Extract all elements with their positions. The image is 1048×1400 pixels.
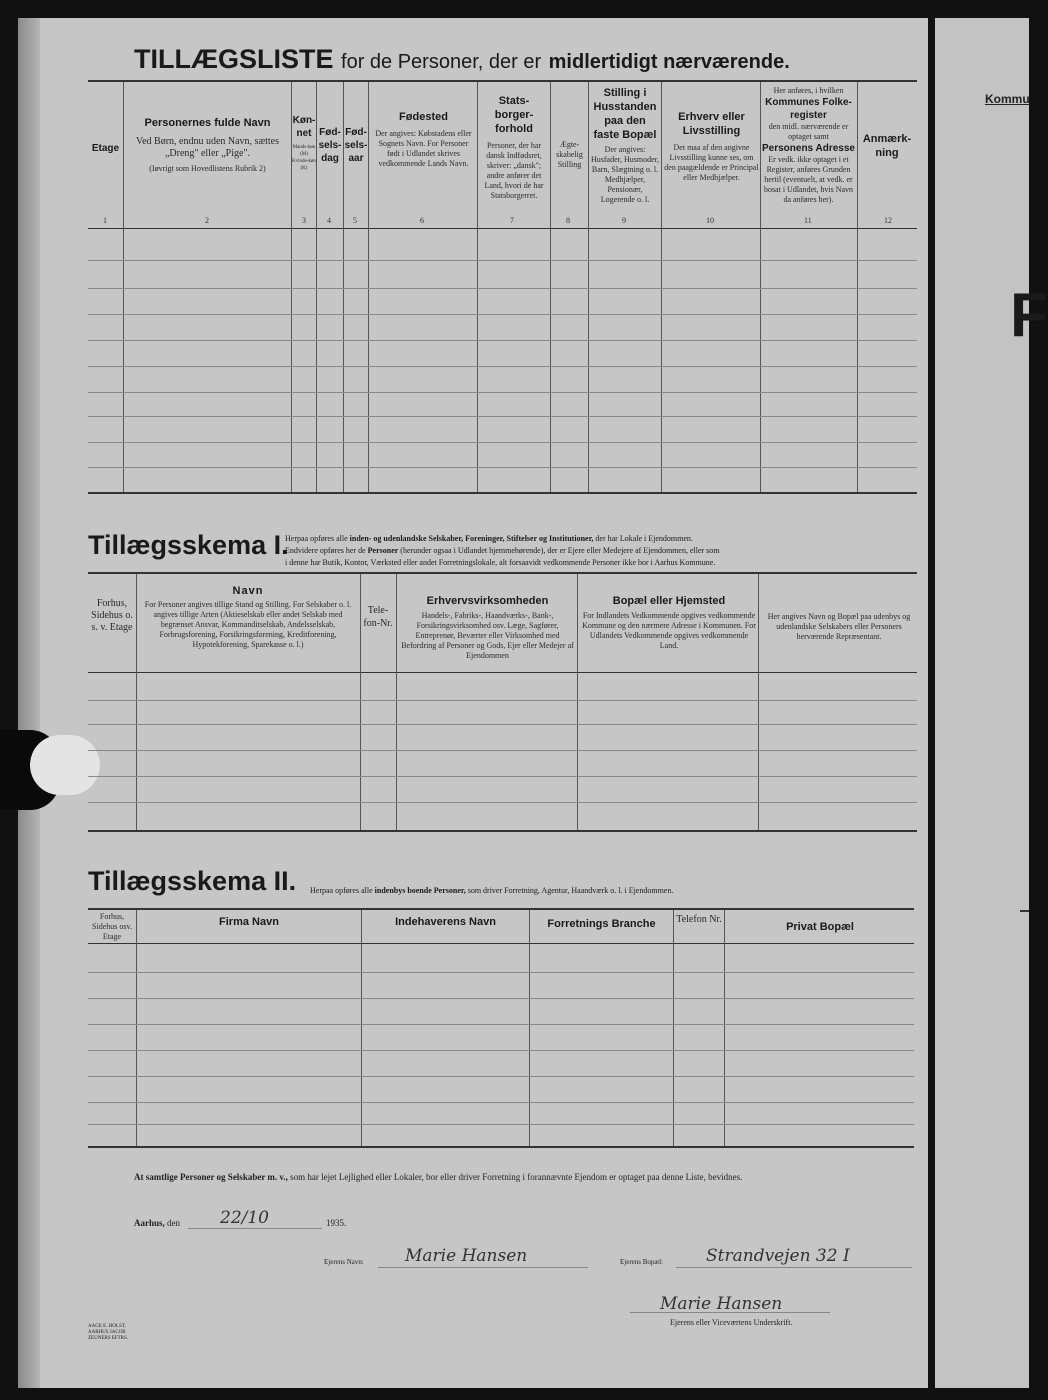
table-row-line — [88, 1124, 914, 1125]
col-name-header: Personernes fulde Navn Ved Børn, endnu uden Navn, sættes „Dreng" eller „Pige". (Iøvrigt som Hovedlistens Rubrik 2) — [135, 117, 280, 173]
signature-label: Ejerens eller Viceværtens Underskrift. — [670, 1318, 793, 1327]
table-row-line — [88, 776, 917, 777]
col-divider — [724, 910, 725, 1146]
col-household-header: Stilling i Husstanden paa den faste Bopæl Der angives: Husfader, Husmoder, Barn, Slægtning o. l. Medhjælper, Pensionær, Logerende o. l. — [590, 87, 659, 204]
col-register-header: Her anføres, i hvilken Kommunes Folke-register den midl. nærværende er optaget samt Personens Adresse Er vedk. ikke optaget i et Register, anføres Grunden hertil (eventuelt, at vedk. er bosat i Udlandet, hvis Navn da anføres her). — [761, 86, 855, 204]
skema2-header-rule — [88, 943, 914, 944]
skema2-col-phone: Telefon Nr. — [676, 914, 722, 925]
table-row-line — [88, 392, 917, 393]
table-row-line — [88, 802, 917, 803]
date-line: Aarhus, den — [134, 1218, 181, 1228]
skema1-desc-line3: i denne har Butik, Kontor, Værksted eller andet Forretningslokale, alt forsaavidt vedkommende Personer ikke bor i Aarhus Kommune. — [285, 558, 716, 567]
skema2-title: Tillægsskema II. — [88, 866, 297, 896]
skema1-col-representative: Her angives Navn og Bopæl paa udenbys og udenlandske Selskabers eller Personers herværende Repræsentant. — [767, 612, 911, 641]
skema1-title: Tillægsskema I. — [88, 530, 289, 560]
facing-page-label: Kommu — [985, 92, 1030, 106]
skema1-desc-line2: Endvidere opføres her de Personer (herunder ogsaa i Udlandet hjemmehørende), der er Ejere eller Medejere af Ejendommen, eller som — [285, 546, 720, 555]
date-handwritten: 22/10 — [220, 1208, 269, 1228]
skema2-top-rule — [88, 908, 914, 910]
owner-address-underline — [676, 1267, 912, 1268]
col-number: 5 — [353, 216, 357, 225]
table-bottom-rule — [88, 492, 917, 494]
year: 1935. — [326, 1218, 347, 1228]
col-divider — [529, 910, 530, 1146]
col-number: 2 — [205, 216, 209, 225]
book-spine — [18, 18, 40, 1388]
col-number: 3 — [302, 216, 306, 225]
table-row-line — [88, 998, 914, 999]
owner-address-handwritten: Strandvejen 32 I — [706, 1246, 850, 1266]
skema2-col-address: Privat Bopæl — [786, 921, 854, 933]
table-row-line — [88, 288, 917, 289]
col-number: 12 — [884, 216, 892, 225]
skema2-col-firm: Firma Navn — [219, 916, 279, 928]
col-number: 11 — [804, 216, 812, 225]
col-remarks-header: Anmærk-ning — [862, 133, 912, 159]
col-number: 9 — [622, 216, 626, 225]
col-number: 1 — [103, 216, 107, 225]
col-citizenship-header: Stats-borger-forhold Personer, der har dansk Indfødsret, skriver: „dansk"; andre anfører det Land, hvori de har Statsborgerret. — [484, 95, 544, 200]
col-divider — [360, 574, 361, 830]
col-gender-header: Køn-net Mands-køn (M) Kvinde-køn (K) — [292, 115, 316, 171]
col-divider — [136, 574, 137, 830]
skema1-col-residence: Bopæl eller Hjemsted For Indlandets Vedkommende opgives vedkommende Kommune og den nærmere Adresse i Kommunen. For Udlandets Vedkommende opgives vedkommende Land. — [582, 595, 756, 650]
skema1-col-etage: Forhus, Sidehus o. s. v. Etage — [91, 598, 133, 633]
table-row-line — [88, 260, 917, 261]
col-divider — [361, 910, 362, 1146]
col-number: 10 — [706, 216, 714, 225]
skema2-col-branch: Forretnings Branche — [547, 918, 656, 930]
skema1-col-business: Erhvervsvirksomheden Handels-, Fabriks-, Haandværks-, Bank-, Forsikringsvirksomhed osv. Læge, Sagfører, Entreprenør, Beværter eller Virksomhed med Befordring af Personer og Gods, Ejer eller Medejer af Ejendommen — [401, 595, 574, 660]
table-row-line — [88, 416, 917, 417]
table-row-line — [88, 340, 917, 341]
printer-mark: AAGE E. HOLST, AARHUS JACOB ZEUNERS EFTRS. — [88, 1324, 129, 1341]
col-divider — [588, 82, 589, 492]
skema1-bottom-rule — [88, 830, 917, 832]
col-divider — [368, 82, 369, 492]
col-divider — [477, 82, 478, 492]
date-underline — [188, 1228, 322, 1229]
table-row-line — [88, 724, 917, 725]
table-row-line — [88, 467, 917, 468]
table-row-line — [88, 972, 914, 973]
signature-handwritten: Marie Hansen — [660, 1294, 783, 1314]
thumb-image — [30, 735, 100, 795]
table-header-rule — [88, 228, 917, 229]
table-row-line — [88, 1076, 914, 1077]
table-row-line — [88, 314, 917, 315]
col-divider — [136, 910, 137, 1146]
col-occupation-header: Erhverv eller Livsstilling Det maa af den angivne Livsstilling kunne ses, om den paagældende er Principal eller Medhjælper. — [664, 111, 759, 182]
col-number: 7 — [510, 216, 514, 225]
skema1-col-phone: Tele-fon-Nr. — [363, 605, 393, 629]
col-birthday-header: Fød-sels-dag — [318, 127, 342, 164]
col-marital-header: Ægte-skabelig Stilling — [556, 140, 583, 169]
col-divider — [577, 574, 578, 830]
skema2-bottom-rule — [88, 1146, 914, 1148]
table-row-line — [88, 700, 917, 701]
skema2-col-etage: Forhus, Sidehus osv. Etage — [92, 912, 132, 941]
col-etage-header: Etage — [91, 143, 120, 154]
owner-name-label: Ejerens Navn: — [324, 1258, 364, 1266]
attestation-statement: At samtlige Personer og Selskaber m. v., som har lejet Lejlighed eller Lokaler, bor eller driver Forretning i forannævnte Ejendom er optaget paa denne Liste, bevidnes. — [134, 1172, 743, 1182]
skema1-col-name: Navn For Personer angives tillige Stand og Stilling. For Selskaber o. l. angives tillige Arten (Aktieselskab eller andet Selskab med begrænset Ansvar, Kommanditselskab, Andelsselskab, Forbrugsforening, Forsikringsforening, Kreditforening, Hypotekforening, Sparekasse o. l.) — [144, 585, 352, 649]
skema1-top-rule — [88, 572, 917, 574]
facing-page-letter: F — [1010, 281, 1048, 350]
skema2-col-owner: Indehaverens Navn — [395, 916, 496, 928]
col-number: 6 — [420, 216, 424, 225]
table-row-line — [88, 366, 917, 367]
facing-page — [935, 18, 1029, 1388]
table-top-rule — [88, 80, 917, 82]
table-row-line — [88, 442, 917, 443]
col-divider — [661, 82, 662, 492]
facing-page-rule — [1020, 910, 1029, 912]
skema1-header-rule — [88, 672, 917, 673]
document-page — [18, 18, 928, 1388]
col-divider — [758, 574, 759, 830]
table-row-line — [88, 1024, 914, 1025]
col-birthyear-header: Fød-sels-aar — [344, 127, 368, 164]
owner-address-label: Ejerens Bopæl: — [620, 1258, 663, 1266]
col-number: 4 — [327, 216, 331, 225]
col-number: 8 — [566, 216, 570, 225]
col-divider — [396, 574, 397, 830]
owner-name-handwritten: Marie Hansen — [405, 1246, 528, 1266]
col-birthplace-header: Fødested Der angives: Købstadens eller Sognets Navn. For Personer født i Udlandet skrives vedkommende Lands Navn. — [375, 111, 472, 168]
owner-name-underline — [378, 1267, 588, 1268]
main-title: TILLÆGSLISTE for de Personer, der er midlertidigt nærværende. — [134, 44, 790, 74]
col-divider — [123, 82, 124, 492]
table-row-line — [88, 1102, 914, 1103]
skema2-desc: Herpaa opføres alle indenbys boende Personer, som driver Forretning, Agentur, Haandværk o. l. i Ejendommen. — [310, 886, 674, 895]
col-divider — [673, 910, 674, 1146]
skema1-desc-line1: Herpaa opføres alle inden- og udenlandske Selskaber, Foreninger, Stiftelser og Institutioner, der har Lokale i Ejendommen. — [285, 534, 693, 543]
table-row-line — [88, 1050, 914, 1051]
table-row-line — [88, 750, 917, 751]
